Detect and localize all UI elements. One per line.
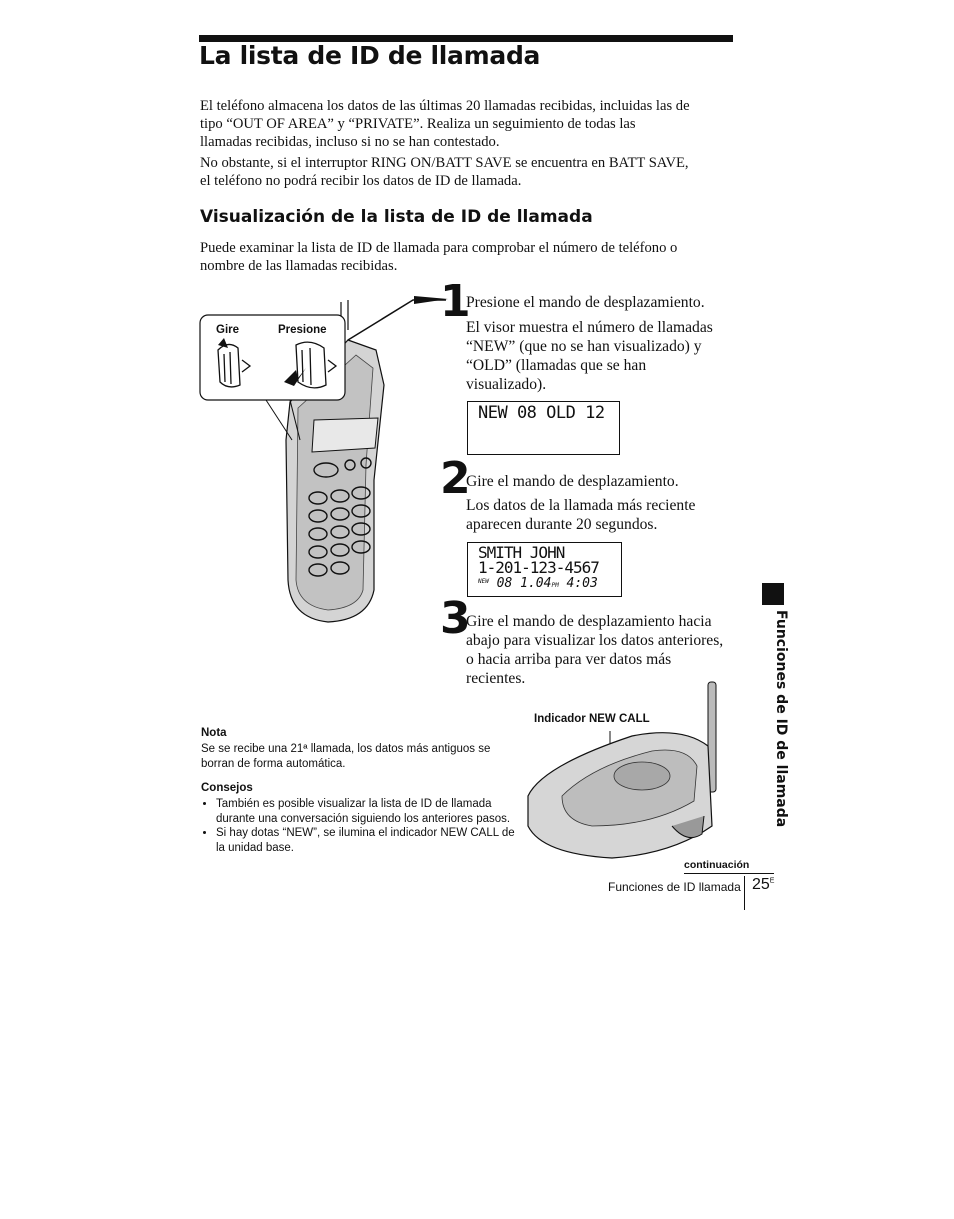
- display-date: 08: [496, 576, 513, 591]
- consejos-list: [201, 797, 519, 855]
- new-call-indicator-label: Indicador NEW CALL: [534, 713, 650, 725]
- step-3-number: 3: [440, 593, 471, 644]
- display-caller: [467, 542, 622, 597]
- display-ampm: PM: [551, 582, 559, 589]
- base-unit-illustration: [522, 676, 722, 862]
- continuation-rule: [684, 873, 774, 874]
- page-title: La lista de ID de llamada: [199, 41, 541, 70]
- display-new-old-text: NEW 08 OLD 12: [478, 403, 605, 423]
- display-new-old: [467, 401, 620, 455]
- section-intro: Puede examinar la lista de ID de llamada para comprobar el número de teléfono o nombre de las llamadas recibidas.: [200, 240, 678, 274]
- consejos-heading: Consejos: [201, 782, 253, 794]
- nota-text: Se se recibe una 21ª llamada, los datos más antiguos se borran de forma automática.: [201, 743, 491, 770]
- intro-paragraph-1: El teléfono almacena los datos de las últimas 20 llamadas recibidas, incluidas las de tipo “OUT OF AREA” y “PRIVATE”. Realiza un seguimiento de todas las llamadas recibidas, incluso si no se han contestado.: [200, 98, 690, 150]
- page-suffix: E: [769, 877, 775, 885]
- display-new-tag: NEW: [478, 578, 489, 585]
- continuation-label: continuación: [684, 859, 750, 871]
- display-caller-name: SMITH JOHN: [478, 543, 565, 562]
- section-heading: Visualización de la lista de ID de llamada: [200, 207, 593, 227]
- display-month: 1.04: [520, 576, 552, 591]
- footer-divider: [744, 876, 745, 910]
- consejo-item: • Si hay dotas “NEW”, se ilumina el indicador NEW CALL de la unidad base.: [216, 826, 519, 855]
- step-3-instruction: Gire el mando de desplazamiento hacia abajo para visualizar los datos anteriores, o hacia arriba para ver datos más recientes.: [466, 613, 724, 687]
- section-tab-marker: [762, 583, 784, 605]
- label-presione: Presione: [278, 324, 327, 336]
- step-2-detail: Los datos de la llamada más reciente aparecen durante 20 segundos.: [466, 497, 696, 533]
- step-1-number: 1: [440, 276, 471, 327]
- nota-heading: Nota: [201, 727, 227, 739]
- display-caller-number: 1-201-123-4567: [478, 558, 599, 577]
- step-1-detail: El visor muestra el número de llamadas “NEW” (que no se han visualizado) y “OLD” (llamadas que se han visualizado).: [466, 319, 713, 393]
- side-tab-label: Funciones de ID de llamada: [773, 610, 789, 828]
- footer-section: Funciones de ID llamada: [608, 880, 741, 894]
- page-number: [752, 876, 774, 894]
- label-gire: Gire: [216, 324, 240, 336]
- step-1-instruction: Presione el mando de desplazamiento.: [466, 294, 705, 311]
- page-number-value: 25: [752, 876, 770, 893]
- step-2-number: 2: [440, 453, 471, 504]
- handset-illustration: [198, 290, 458, 630]
- consejo-item: • También es posible visualizar la lista de ID de llamada durante una conversación siguiendo los anteriores pasos.: [216, 797, 519, 826]
- display-time: 4:03: [566, 576, 598, 591]
- step-2-instruction: Gire el mando de desplazamiento.: [466, 473, 679, 490]
- intro-paragraph-2: No obstante, si el interruptor RING ON/BATT SAVE se encuentra en BATT SAVE, el teléfono no podrá recibir los datos de ID de llamada.: [200, 155, 689, 189]
